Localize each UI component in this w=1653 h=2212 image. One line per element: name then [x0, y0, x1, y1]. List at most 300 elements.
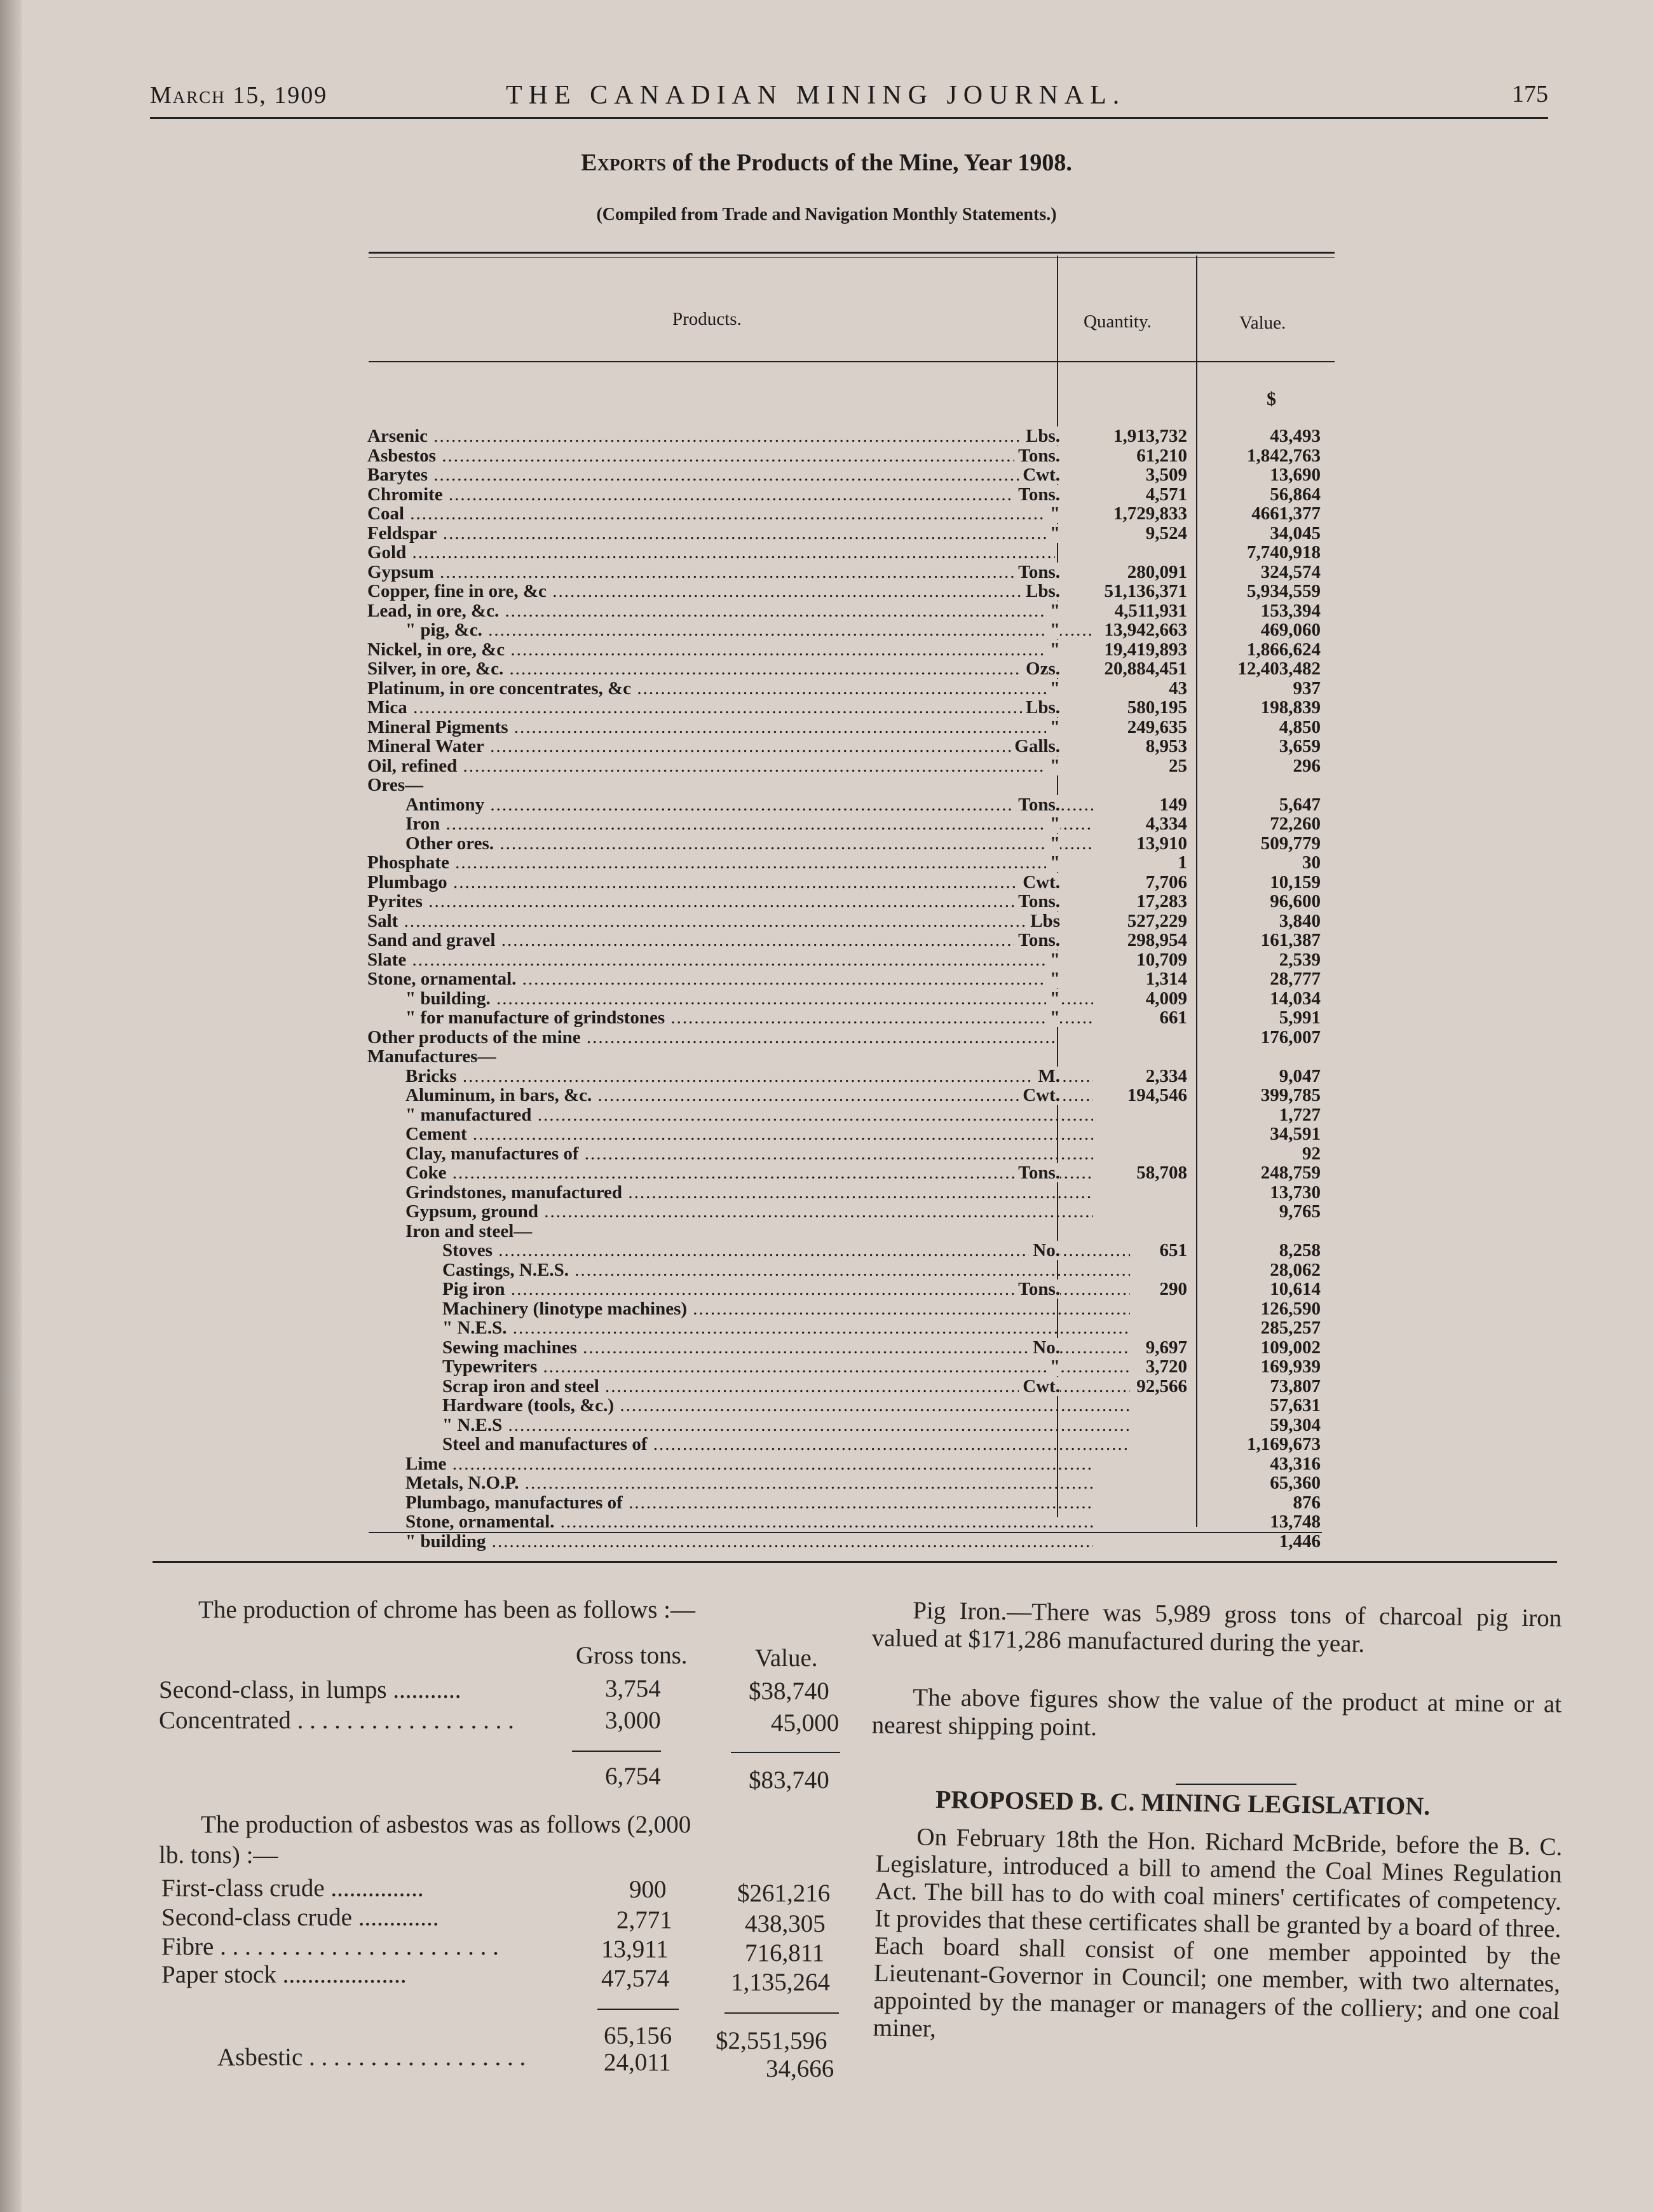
table-row [367, 911, 1340, 931]
table-row [367, 1280, 1340, 1299]
quantity-cell: 9,524 [1145, 522, 1187, 543]
table-row [367, 795, 1340, 815]
product-name: Nickel, in ore, &c ..... [367, 640, 1055, 659]
table-row [367, 873, 1340, 892]
page-number: 175 [1512, 81, 1548, 107]
product-unit: " [1046, 814, 1060, 833]
chrome-row-tons: 3,000 [605, 1707, 661, 1734]
value-cell: 3,659 [1279, 736, 1321, 756]
table-row [367, 775, 1340, 795]
quantity-cell: 1,729,833 [1113, 503, 1187, 524]
value-cell: 1,842,763 [1247, 445, 1321, 466]
table-row [367, 1144, 1340, 1164]
quantity-cell: 10,709 [1136, 949, 1187, 970]
quantity-cell: 13,942,663 [1104, 620, 1187, 640]
product-name: Coal ..... [367, 504, 1055, 523]
table-row [367, 989, 1340, 1009]
value-cell: 176,007 [1260, 1027, 1321, 1048]
value-cell: 13,748 [1270, 1512, 1321, 1532]
value-cell: 198,839 [1260, 697, 1321, 718]
product-name: Machinery (linotype machines) ..... [367, 1299, 1130, 1318]
product-name: Mica ..... [367, 698, 1055, 717]
header-underline [369, 361, 1335, 362]
table-row [367, 756, 1340, 776]
product-name: " manufactured ..... [367, 1105, 1093, 1124]
product-unit: " [1046, 679, 1060, 698]
chrome-row-tons: 3,754 [605, 1675, 661, 1702]
product-name: " N.E.S ..... [367, 1416, 1130, 1435]
asbestos-row-value: 716,811 [745, 1939, 825, 1967]
heading-rule [1176, 1784, 1296, 1785]
product-name: Lime ..... [367, 1454, 1093, 1473]
table-row [367, 1047, 1340, 1067]
table-row [367, 737, 1340, 756]
value-cell: 4661,377 [1251, 503, 1321, 524]
asbestos-total-tons: 65,156 [604, 2022, 672, 2049]
quantity-cell: 25 [1169, 755, 1187, 776]
value-cell: 5,647 [1279, 794, 1321, 815]
value-cell: 9,047 [1279, 1065, 1321, 1086]
table-row [367, 485, 1340, 505]
product-name: Scrap iron and steel ..... [367, 1377, 1130, 1396]
value-cell: 509,779 [1260, 833, 1321, 854]
table-row [367, 582, 1340, 601]
quantity-cell: 61,210 [1136, 445, 1187, 466]
value-cell: 5,934,559 [1247, 581, 1321, 601]
product-unit: " [1046, 620, 1060, 639]
value-cell: 59,304 [1270, 1414, 1321, 1435]
product-unit: Ozs. [1022, 659, 1060, 678]
asbestos-row-tons: 2,771 [616, 1906, 672, 1934]
quantity-cell: 2,334 [1145, 1065, 1187, 1086]
product-name: " pig, &c. ..... [367, 620, 1093, 639]
table-row [367, 931, 1340, 950]
asbestic-tons: 24,011 [604, 2049, 671, 2076]
quantity-cell: 1 [1178, 852, 1187, 873]
asbestos-row-tons: 13,911 [601, 1936, 669, 1963]
product-unit: " [1046, 1357, 1060, 1376]
product-name: Mineral Pigments ..... [367, 718, 1055, 737]
product-unit: " [1046, 756, 1060, 775]
table-row [367, 1435, 1340, 1454]
table-row [367, 620, 1340, 640]
product-unit: Lbs. [1022, 698, 1060, 717]
header-rule [150, 117, 1548, 119]
product-name: Sewing machines ..... [367, 1338, 1130, 1357]
value-cell: 43,316 [1270, 1453, 1321, 1474]
table-row [367, 1512, 1340, 1532]
product-name: Gypsum ..... [367, 563, 1055, 582]
value-cell: 34,591 [1270, 1124, 1321, 1144]
quantity-cell: 249,635 [1127, 716, 1187, 737]
running-head [150, 78, 1548, 116]
product-name: Pyrites ..... [367, 892, 1055, 911]
quantity-cell: 17,283 [1136, 891, 1187, 911]
table-row [367, 1299, 1340, 1319]
product-name: Asbestos ..... [367, 446, 1055, 465]
value-cell: 34,045 [1270, 522, 1321, 543]
quantity-cell: 51,136,371 [1104, 581, 1187, 601]
quantity-cell: 7,706 [1145, 871, 1187, 892]
table-row [367, 1086, 1340, 1105]
product-name: Slate ..... [367, 950, 1055, 969]
product-name: Lead, in ore, &c. ..... [367, 601, 1055, 620]
table-row [367, 1163, 1340, 1183]
table-row [367, 1532, 1340, 1552]
product-name: Manufactures— [367, 1047, 496, 1066]
chrome-row-label: Concentrated . . . . . . . . . . . . . . . . . . [159, 1707, 514, 1734]
asbestos-row-value: 438,305 [745, 1910, 826, 1937]
table-row [367, 698, 1340, 718]
asbestic-value: 34,666 [766, 2055, 834, 2082]
exports-table-body [367, 427, 1340, 1551]
legislation-heading: PROPOSED B. C. MINING LEGISLATION. [935, 1785, 1431, 1820]
value-cell: 876 [1293, 1492, 1321, 1513]
table-row [367, 834, 1340, 854]
table-row [367, 524, 1340, 543]
quantity-cell: 194,546 [1127, 1085, 1187, 1105]
product-name: Iron and steel— [405, 1221, 533, 1241]
product-name: Plumbago ..... [367, 873, 1055, 892]
product-name: Silver, in ore, &c. ..... [367, 659, 1055, 678]
value-cell: 153,394 [1260, 600, 1321, 621]
product-name: Feldspar ..... [367, 524, 1055, 543]
table-title [0, 149, 1653, 177]
product-name: " building. ..... [367, 989, 1093, 1008]
value-cell: 73,807 [1270, 1376, 1321, 1396]
value-cell: 10,159 [1270, 871, 1321, 892]
table-row [367, 1067, 1340, 1086]
quantity-cell: 9,697 [1145, 1337, 1187, 1358]
quantity-cell: 58,708 [1136, 1163, 1187, 1183]
table-row [367, 950, 1340, 970]
product-unit: Lbs [1026, 911, 1060, 931]
value-cell: 469,060 [1260, 620, 1321, 640]
table-row [367, 659, 1340, 679]
product-name: Clay, manufactures of ..... [367, 1144, 1093, 1163]
asbestic-label: Asbestic . . . . . . . . . . . . . . . . . . [217, 2044, 526, 2071]
asbestos-row-label: Paper stock .................... [161, 1961, 407, 1988]
product-name: " N.E.S. ..... [367, 1318, 1130, 1337]
product-name: Copper, fine in ore, &c ..... [367, 582, 1055, 601]
product-unit: Tons. [1014, 931, 1060, 950]
asbestos-intro: The production of asbestos was as follows (2,000 [201, 1811, 691, 1838]
chrome-row-value: $38,740 [749, 1677, 829, 1705]
asbestos-row-label: Second-class crude ............. [161, 1904, 439, 1931]
table-top-rule-thin [369, 257, 1335, 258]
chrome-total-rule [731, 1752, 840, 1753]
product-unit: Lbs. [1022, 427, 1060, 446]
product-unit: " [1046, 601, 1060, 620]
quantity-cell: 3,509 [1145, 465, 1187, 485]
product-unit: Cwt. [1019, 465, 1060, 484]
table-row [367, 853, 1340, 873]
value-cell: 72,260 [1270, 814, 1321, 834]
value-cell: 28,777 [1270, 969, 1321, 989]
product-name: " for manufacture of grindstones ..... [367, 1008, 1093, 1027]
table-row [367, 814, 1340, 834]
value-cell: 96,600 [1270, 891, 1321, 911]
product-unit: Galls. [1010, 737, 1060, 756]
table-row [367, 1241, 1340, 1260]
table-row [367, 1008, 1340, 1028]
quantity-cell: 4,571 [1145, 484, 1187, 505]
table-row [367, 640, 1340, 660]
product-name: Gypsum, ground ..... [367, 1202, 1093, 1221]
value-cell: 92 [1302, 1143, 1321, 1164]
quantity-cell: 8,953 [1145, 736, 1187, 756]
value-cell: 9,765 [1279, 1201, 1321, 1222]
value-cell: 2,539 [1279, 949, 1321, 970]
figures-note-paragraph: The above figures show the value of the product at mine or at nearest shipping point. [871, 1683, 1562, 1742]
quantity-cell: 4,511,931 [1114, 600, 1187, 621]
pig-iron-paragraph: Pig Iron.—There was 5,989 gross tons of charcoal pig iron valued at $171,286 manufactured during the year. [871, 1597, 1562, 1658]
table-row [367, 1260, 1340, 1280]
value-cell: 65,360 [1270, 1473, 1321, 1493]
chrome-col-value: Value. [755, 1644, 818, 1672]
value-cell: 169,939 [1260, 1356, 1321, 1377]
currency-symbol: $ [1267, 388, 1276, 409]
product-name: Stone, ornamental. ..... [367, 1512, 1093, 1531]
product-unit: Tons. [1014, 446, 1060, 465]
product-name: Coke ..... [367, 1163, 1093, 1182]
table-row [367, 1377, 1340, 1396]
table-top-rule [369, 252, 1335, 254]
product-name: Arsenic ..... [367, 427, 1055, 446]
value-cell: 8,258 [1279, 1240, 1321, 1260]
product-name: Sand and gravel ..... [367, 931, 1055, 950]
product-name: Grindstones, manufactured ..... [367, 1183, 1093, 1202]
quantity-cell: 4,334 [1145, 814, 1187, 834]
product-name: Barytes ..... [367, 465, 1055, 484]
product-unit: " [1046, 640, 1060, 659]
table-row [367, 892, 1340, 911]
value-cell: 30 [1302, 852, 1321, 873]
table-title-rest: of the Products of the Mine, Year 1908. [672, 149, 1072, 176]
table-row [367, 465, 1340, 485]
product-unit: " [1046, 853, 1060, 872]
asbestos-row-label: Fibre . . . . . . . . . . . . . . . . . . . . . . . [161, 1933, 499, 1960]
product-name: Mineral Water ..... [367, 737, 1055, 756]
product-unit: Cwt. [1019, 873, 1060, 892]
table-row [367, 1105, 1340, 1125]
table-row [367, 427, 1340, 446]
product-unit: No. [1029, 1338, 1060, 1357]
table-row [367, 679, 1340, 699]
quantity-cell: 149 [1159, 794, 1187, 815]
quantity-cell: 661 [1159, 1007, 1187, 1028]
quantity-cell: 3,720 [1145, 1356, 1187, 1377]
product-name: Bricks ..... [367, 1067, 1093, 1086]
value-cell: 14,034 [1270, 988, 1321, 1009]
table-row [367, 1357, 1340, 1377]
quantity-cell: 20,884,451 [1104, 659, 1187, 679]
table-row [367, 563, 1340, 582]
value-cell: 3,840 [1279, 910, 1321, 931]
value-cell: 1,727 [1279, 1104, 1321, 1125]
value-cell: 937 [1293, 678, 1321, 699]
chrome-total-value: $83,740 [749, 1766, 829, 1794]
table-row [367, 1493, 1340, 1513]
product-unit: " [1046, 1008, 1060, 1027]
quantity-cell: 580,195 [1127, 697, 1187, 718]
product-unit: " [1046, 718, 1060, 737]
chrome-col-tons: Gross tons. [576, 1642, 688, 1669]
chrome-row-value: 45,000 [771, 1709, 840, 1737]
quantity-cell: 13,910 [1136, 833, 1187, 854]
asbestos-row-tons: 900 [629, 1876, 667, 1903]
product-unit: Cwt. [1019, 1377, 1060, 1396]
product-unit: " [1046, 950, 1060, 969]
product-name: Antimony ..... [367, 795, 1093, 814]
value-cell: 10,614 [1270, 1279, 1321, 1299]
value-cell: 296 [1293, 755, 1321, 776]
table-row [367, 1454, 1340, 1474]
value-cell: 4,850 [1279, 716, 1321, 737]
table-row [367, 1028, 1340, 1048]
value-cell: 248,759 [1260, 1163, 1321, 1183]
product-name: Phosphate ..... [367, 853, 1055, 872]
product-name: Stone, ornamental. ..... [367, 969, 1055, 988]
quantity-cell: 4,009 [1145, 988, 1187, 1009]
product-unit: Lbs. [1022, 582, 1060, 601]
product-name: Typewriters ..... [367, 1357, 1130, 1376]
product-name: " building ..... [367, 1532, 1093, 1551]
product-name: Other products of the mine ..... [367, 1028, 1055, 1047]
table-row [367, 1124, 1340, 1144]
product-name: Other ores. ..... [367, 834, 1093, 853]
product-name: Hardware (tools, &c.) ..... [367, 1396, 1130, 1415]
product-unit: Tons. [1014, 485, 1060, 504]
asbestos-row-value: $261,216 [737, 1880, 831, 1907]
asbestos-row-label: First-class crude ............... [161, 1874, 424, 1902]
product-unit: Tons. [1014, 563, 1060, 582]
value-cell: 1,169,673 [1247, 1434, 1321, 1454]
table-row [367, 1416, 1340, 1435]
product-name: Salt ..... [367, 911, 1055, 931]
col-head-products: Products. [672, 309, 742, 329]
product-unit: Cwt. [1019, 1086, 1060, 1105]
product-name: Cement ..... [367, 1124, 1093, 1144]
product-unit: Tons. [1014, 795, 1060, 814]
value-cell: 13,730 [1270, 1182, 1321, 1203]
asbestos-total-value: $2,551,596 [716, 2027, 827, 2054]
product-unit: " [1046, 969, 1060, 988]
table-subtitle: (Compiled from Trade and Navigation Monthly Statements.) [596, 205, 1057, 224]
table-row [367, 718, 1340, 737]
product-name: Steel and manufactures of ..... [367, 1435, 1130, 1454]
product-unit: " [1046, 524, 1060, 543]
value-cell: 399,785 [1260, 1085, 1321, 1105]
section-separator [153, 1561, 1557, 1563]
quantity-cell: 19,419,893 [1104, 639, 1187, 660]
product-name: Iron ..... [367, 814, 1093, 833]
journal-title: THE CANADIAN MINING JOURNAL. [506, 81, 1126, 110]
product-name: Plumbago, manufactures of ..... [367, 1493, 1093, 1512]
table-row [367, 1473, 1340, 1493]
quantity-cell: 1,913,732 [1113, 426, 1187, 446]
product-unit: Tons. [1014, 1280, 1060, 1299]
quantity-cell: 1,314 [1145, 969, 1187, 989]
product-name: Aluminum, in bars, &c. ..... [367, 1086, 1093, 1105]
asbestos-intro-cont: lb. tons) :— [159, 1841, 278, 1869]
product-name: Castings, N.E.S. ..... [367, 1260, 1130, 1280]
quantity-cell: 280,091 [1127, 561, 1187, 582]
table-title-lead: Exports [581, 149, 667, 176]
value-cell: 109,002 [1260, 1337, 1321, 1358]
quantity-cell: 43 [1169, 678, 1187, 699]
value-cell: 1,446 [1279, 1531, 1321, 1552]
value-cell: 56,864 [1270, 484, 1321, 505]
table-row [367, 601, 1340, 621]
value-cell: 161,387 [1260, 930, 1321, 950]
product-unit: Tons. [1014, 1163, 1060, 1182]
product-name: Chromite ..... [367, 485, 1055, 504]
product-unit: Tons. [1014, 892, 1060, 911]
asbestos-row-tons: 47,574 [601, 1965, 670, 1992]
value-cell: 28,062 [1270, 1259, 1321, 1280]
table-row [367, 1222, 1340, 1241]
value-cell: 126,590 [1260, 1298, 1321, 1319]
table-row [367, 1183, 1340, 1203]
product-name: Ores— [367, 775, 424, 795]
product-name: Oil, refined ..... [367, 756, 1055, 775]
quantity-cell: 290 [1159, 1279, 1187, 1299]
value-cell: 43,493 [1270, 426, 1321, 446]
asbestos-row-value: 1,135,264 [731, 1969, 830, 1996]
value-cell: 324,574 [1260, 561, 1321, 582]
table-row [367, 504, 1340, 524]
chrome-total-rule [572, 1751, 661, 1752]
table-row [367, 1396, 1340, 1416]
col-head-quantity: Quantity. [1084, 311, 1152, 332]
table-row [367, 969, 1340, 989]
table-row [367, 1318, 1340, 1338]
product-unit: " [1046, 989, 1060, 1008]
quantity-cell: 651 [1159, 1240, 1187, 1260]
table-row [367, 1202, 1340, 1222]
product-name: Gold ..... [367, 543, 1055, 562]
value-cell: 57,631 [1270, 1395, 1321, 1416]
table-row [367, 1338, 1340, 1358]
value-cell: 285,257 [1260, 1318, 1321, 1338]
product-unit: " [1046, 834, 1060, 853]
asbestos-total-rule [724, 2012, 839, 2014]
page-edge-shadow [0, 0, 22, 2212]
product-name: Platinum, in ore concentrates, &c ..... [367, 679, 1055, 698]
product-name: Pig iron ..... [367, 1280, 1130, 1299]
product-name: Metals, N.O.P. ..... [367, 1473, 1093, 1492]
product-unit: No. [1029, 1241, 1060, 1260]
asbestos-total-rule [597, 2009, 679, 2010]
col-head-value: Value. [1239, 313, 1286, 333]
chrome-row-label: Second-class, in lumps ........... [159, 1676, 461, 1703]
quantity-cell: 92,566 [1136, 1376, 1187, 1396]
value-cell: 5,991 [1279, 1007, 1321, 1028]
value-cell: 1,866,624 [1247, 639, 1321, 660]
value-cell: 13,690 [1270, 465, 1321, 485]
quantity-cell: 298,954 [1127, 930, 1187, 950]
value-cell: 7,740,918 [1247, 542, 1321, 563]
product-name: Stoves ..... [367, 1241, 1130, 1260]
table-row [367, 543, 1340, 563]
product-unit: " [1046, 504, 1060, 523]
quantity-cell: 527,229 [1127, 910, 1187, 931]
value-cell: 12,403,482 [1237, 659, 1321, 679]
chrome-intro: The production of chrome has been as follows :— [198, 1596, 695, 1623]
chrome-total-tons: 6,754 [605, 1763, 661, 1790]
product-unit: M. [1034, 1067, 1060, 1086]
